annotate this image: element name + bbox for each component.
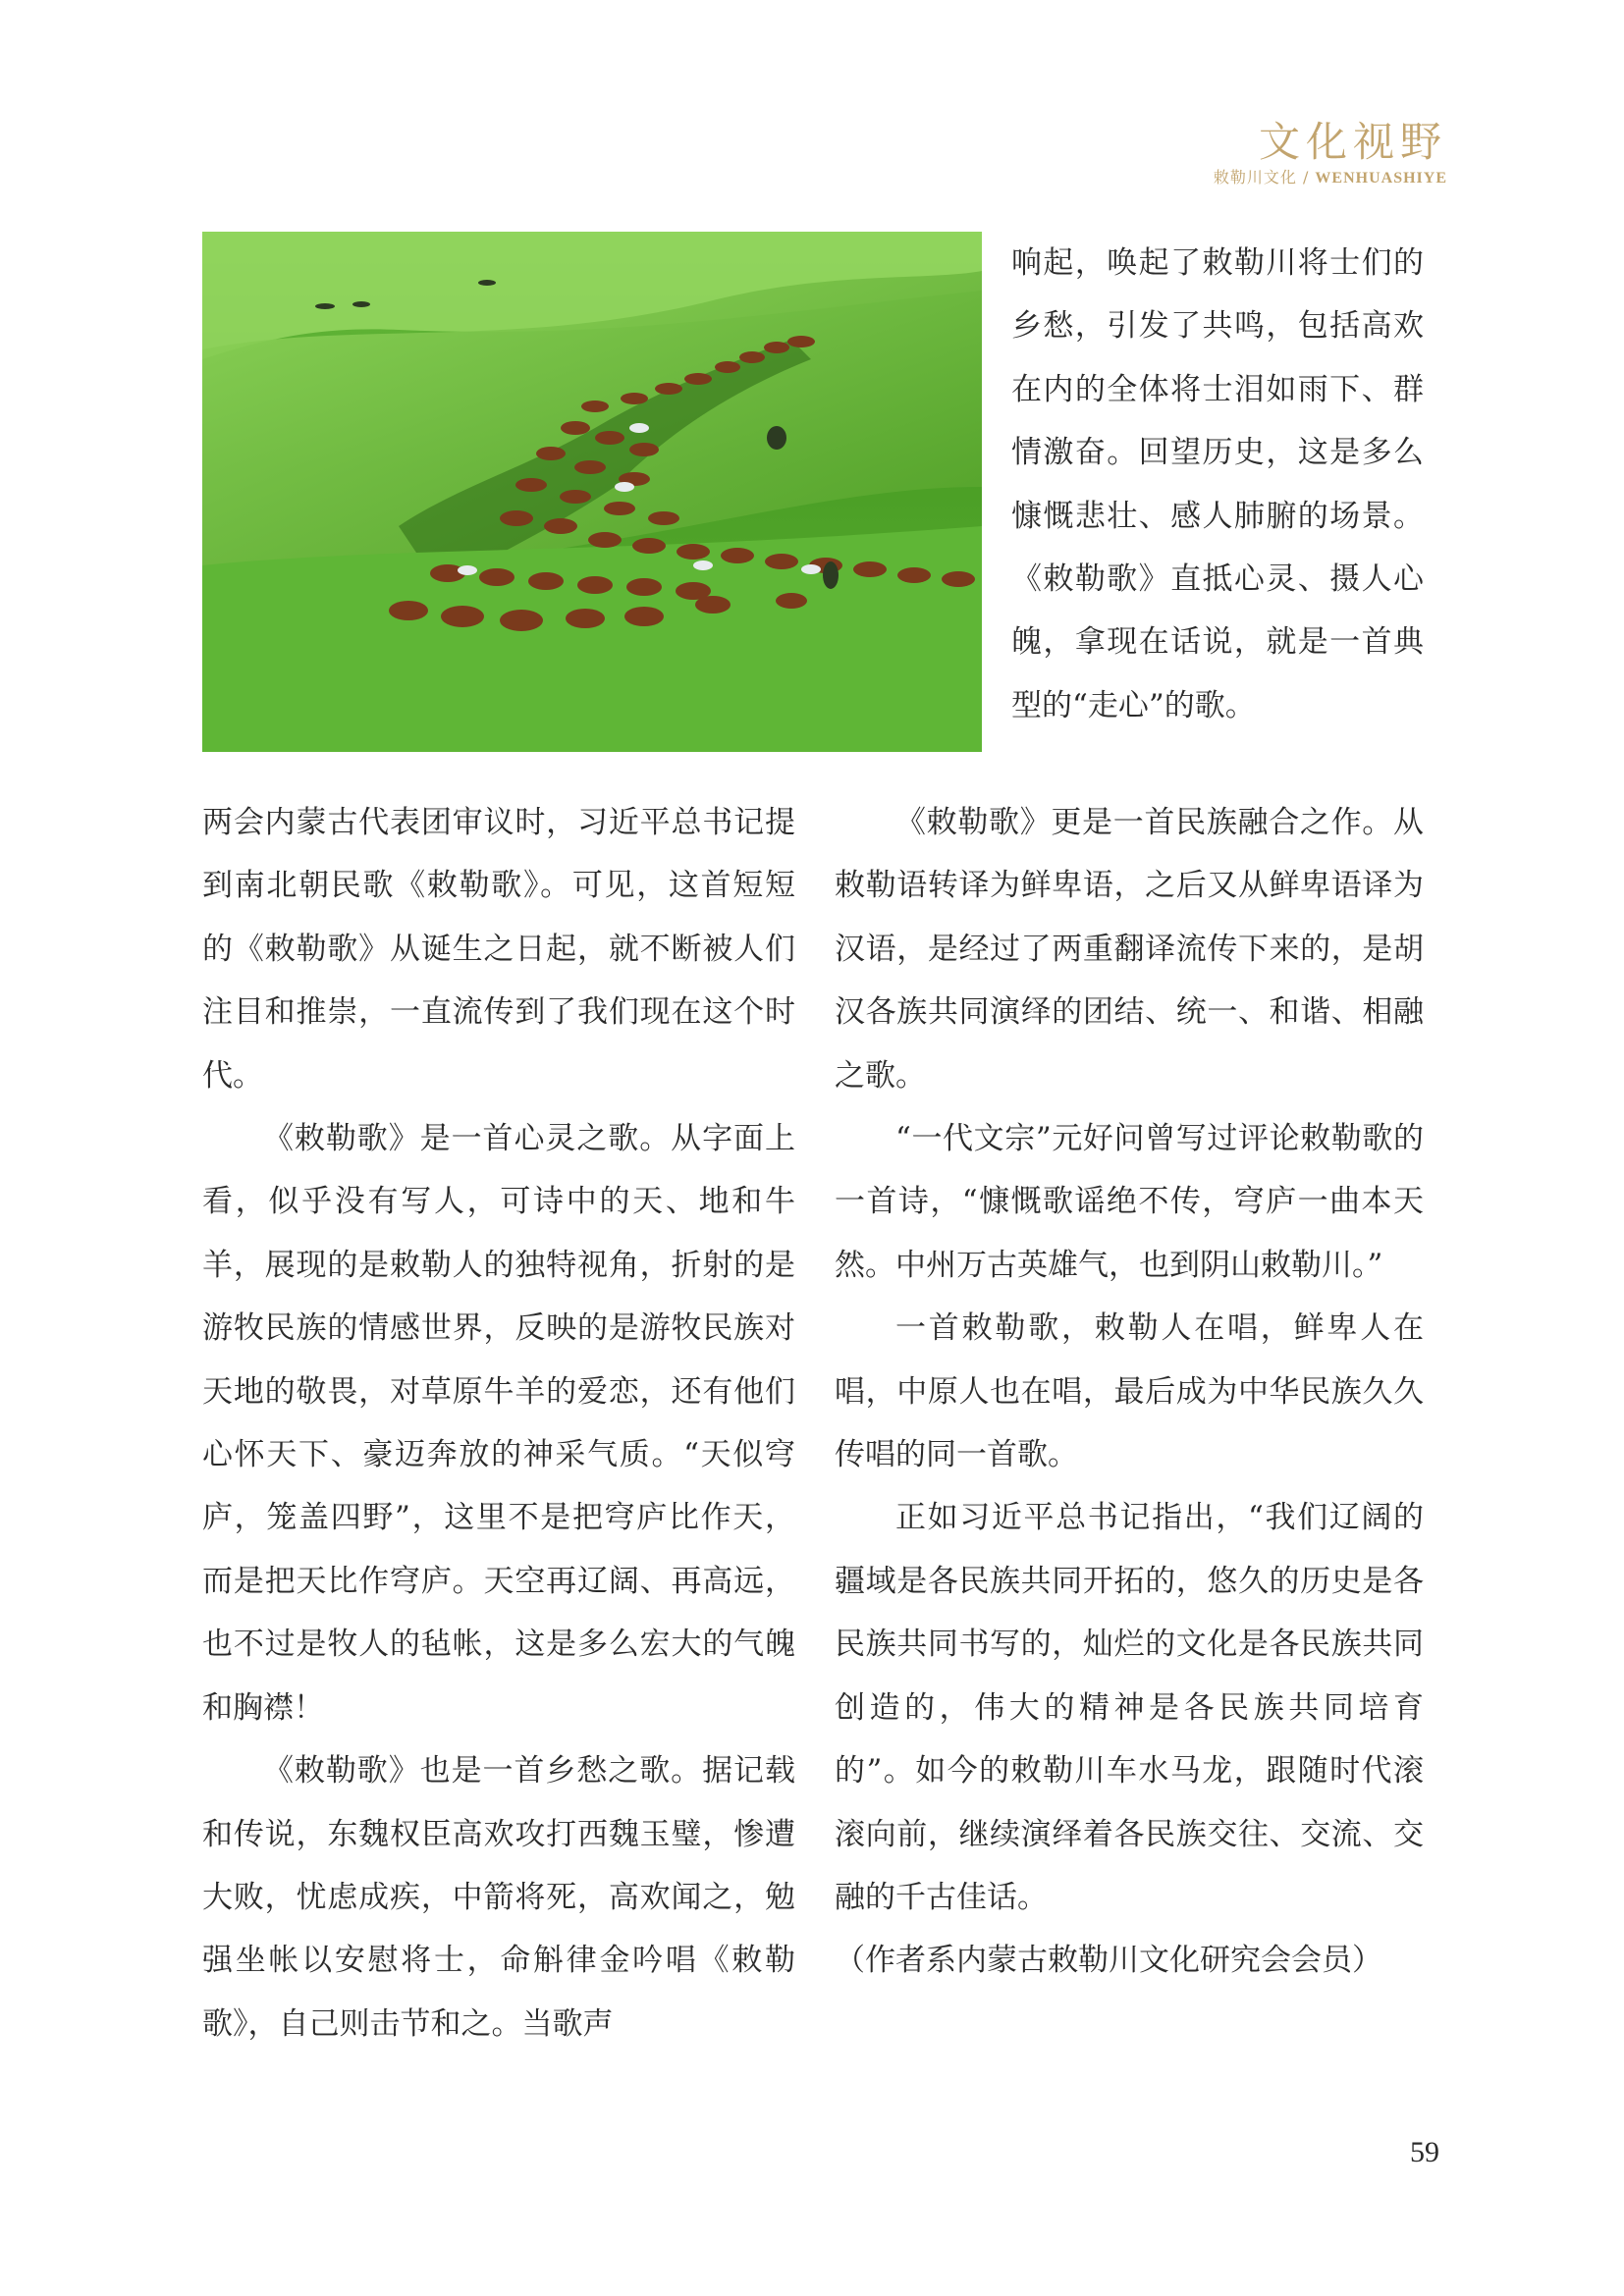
horses-grassland-photo	[202, 232, 982, 752]
paragraph: 《敕勒歌》更是一首民族融合之作。从敕勒语转译为鲜卑语，之后又从鲜卑语译为汉语，是经过了两重翻译流传下来的，是胡汉各族共同演绎的团结、统一、和谐、相融之歌。	[835, 805, 1424, 1094]
paragraph: 《敕勒歌》是一首心灵之歌。从字面上看，似乎没有写人，可诗中的天、地和牛羊，展现的是敕勒人的独特视角，折射的是游牧民族的情感世界，反映的是游牧民族对天地的敬畏，对草原牛羊的爱恋，还有他们心怀天下、豪迈奔放的神采气质。“天似穹庐，笼盖四野”，这里不是把穹庐比作天，而是把天比作穹庐。天空再辽阔、再高远，也不过是牧人的毡帐，这是多么宏大的气魄和胸襟！	[202, 1121, 795, 1726]
paragraph: “一代文宗”元好问曾写过评论敕勒歌的一首诗，“慷慨歌谣绝不传，穹庐一曲本天然。中州万古英雄气，也到阴山敕勒川。”	[835, 1121, 1424, 1283]
section-title: 文化视野	[1258, 118, 1447, 166]
section-subtitle-separator: /	[1296, 168, 1316, 187]
author-note: （作者系内蒙古敕勒川文化研究会会员）	[835, 1943, 1382, 1979]
section-subtitle-cn: 敕勒川文化	[1213, 168, 1297, 187]
section-subtitle	[1214, 165, 1447, 187]
paragraph: 响起，唤起了敕勒川将士们的乡愁，引发了共鸣，包括高欢在内的全体将士泪如雨下、群情激奋。回望历史，这是多么慷慨悲壮、感人肺腑的场景。《敕勒歌》直抵心灵、摄人心魄，拿现在话说，就是一首典型的“走心”的歌。	[1011, 245, 1424, 723]
section-subtitle-en: WENHUASHIYE	[1315, 170, 1447, 187]
paragraph: 正如习近平总书记指出，“我们辽阔的疆域是各民族共同开拓的，悠久的历史是各民族共同书写的，灿烂的文化是各民族共同创造的，伟大的精神是各民族共同培育的”。如今的敕勒川车水马龙，跟随时代滚滚向前，继续演绎着各民族交往、交流、交融的千古佳话。	[835, 1500, 1424, 1915]
article-left-column	[202, 791, 795, 2056]
page-number: 59	[1410, 2136, 1439, 2168]
paragraph: 一首敕勒歌，敕勒人在唱，鲜卑人在唱，中原人也在唱，最后成为中华民族久久传唱的同一首歌。	[835, 1310, 1424, 1473]
article-continuation-top	[1011, 232, 1424, 737]
article-right-column	[835, 791, 1424, 1993]
paragraph: 两会内蒙古代表团审议时，习近平总书记提到南北朝民歌《敕勒歌》。可见，这首短短的《敕勒歌》从诞生之日起，就不断被人们注目和推崇，一直流传到了我们现在这个时代。	[202, 805, 795, 1094]
paragraph: 《敕勒歌》也是一首乡愁之歌。据记载和传说，东魏权臣高欢攻打西魏玉璧，惨遭大败，忧虑成疾，中箭将死，高欢闻之，勉强坐帐以安慰将士，命斛律金吟唱《敕勒歌》，自己则击节和之。当歌声	[202, 1753, 795, 2042]
